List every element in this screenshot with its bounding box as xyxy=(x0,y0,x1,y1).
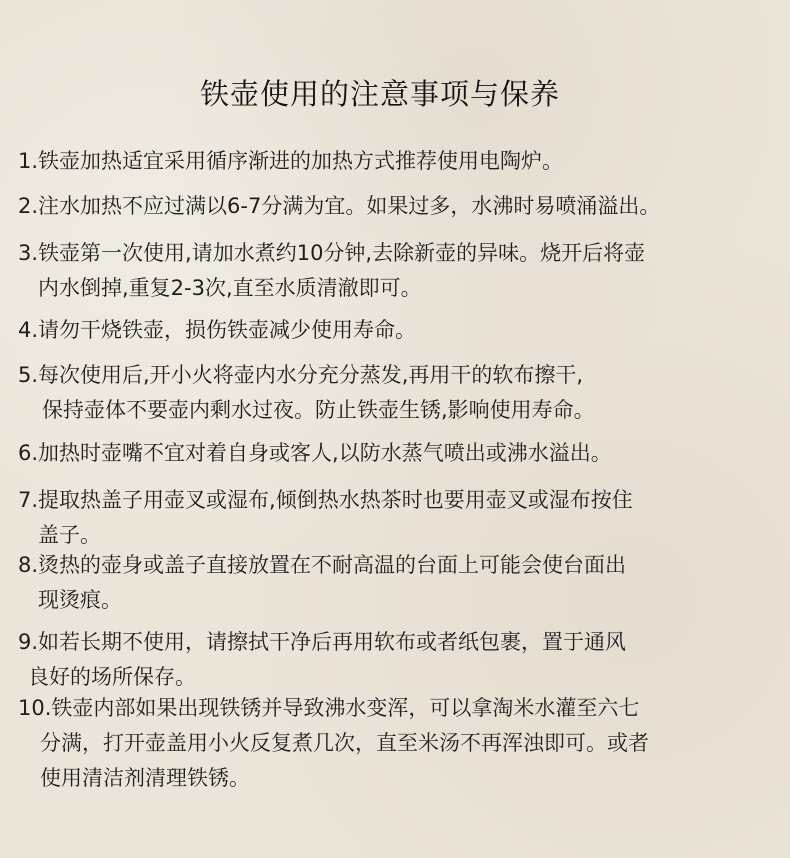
page-title: 铁壶使用的注意事项与保养 xyxy=(199,77,560,111)
list-item-4 xyxy=(18,313,416,348)
item-1-line-1: 1.铁壶加热适宜采用循序渐进的加热方式推荐使用电陶炉。 xyxy=(18,149,564,173)
item-10-line-2: 分满，打开壶盖用小火反复煮几次，直至米汤不再浑浊即可。或者 xyxy=(40,731,649,755)
item-8-line-2: 现烫痕。 xyxy=(38,588,122,612)
item-2-line-1: 2.注水加热不应过满以6-7分满为宜。如果过多，水沸时易喷涌溢出。 xyxy=(18,194,661,218)
item-7-line-1: 7.提取热盖子用壶叉或湿布,倾倒热水热茶时也要用壶叉或湿布按住 xyxy=(18,488,633,512)
list-item-2 xyxy=(18,189,660,224)
list-item-9 xyxy=(18,625,626,695)
list-item-8 xyxy=(18,548,626,618)
list-item-10 xyxy=(18,691,649,796)
item-6-line-1: 6.加热时壶嘴不宜对着自身或客人,以防水蒸气喷出或沸水溢出。 xyxy=(18,441,612,465)
list-item-7 xyxy=(18,483,633,553)
item-8-line-1: 8.烫热的壶身或盖子直接放置在不耐高温的台面上可能会使台面出 xyxy=(18,553,627,577)
list-item-6 xyxy=(18,436,612,471)
item-5-line-2: 保持壶体不要壶内剩水过夜。防止铁壶生锈,影响使用寿命。 xyxy=(42,398,595,422)
item-9-line-2: 良好的场所保存。 xyxy=(28,665,196,689)
item-5-line-1: 5.每次使用后,开小火将壶内水分充分蒸发,再用干的软布擦干, xyxy=(18,363,584,387)
list-item-5 xyxy=(18,358,595,428)
list-item-3 xyxy=(18,236,645,306)
item-3-line-1: 3.铁壶第一次使用,请加水煮约10分钟,去除新壶的异味。烧开后将壶 xyxy=(18,241,646,265)
list-item-1 xyxy=(18,144,563,179)
item-9-line-1: 9.如若长期不使用，请擦拭干净后再用软布或者纸包裹，置于通风 xyxy=(18,630,627,654)
item-10-line-1: 10.铁壶内部如果出现铁锈并导致沸水变浑，可以拿淘米水灌至六七 xyxy=(18,696,640,720)
item-7-line-2: 盖子。 xyxy=(38,523,101,547)
item-3-line-2: 内水倒掉,重复2-3次,直至水质清澈即可。 xyxy=(38,276,422,300)
item-10-line-3: 使用清洁剂清理铁锈。 xyxy=(40,766,250,790)
item-4-line-1: 4.请勿干烧铁壶，损伤铁壶减少使用寿命。 xyxy=(18,318,417,342)
